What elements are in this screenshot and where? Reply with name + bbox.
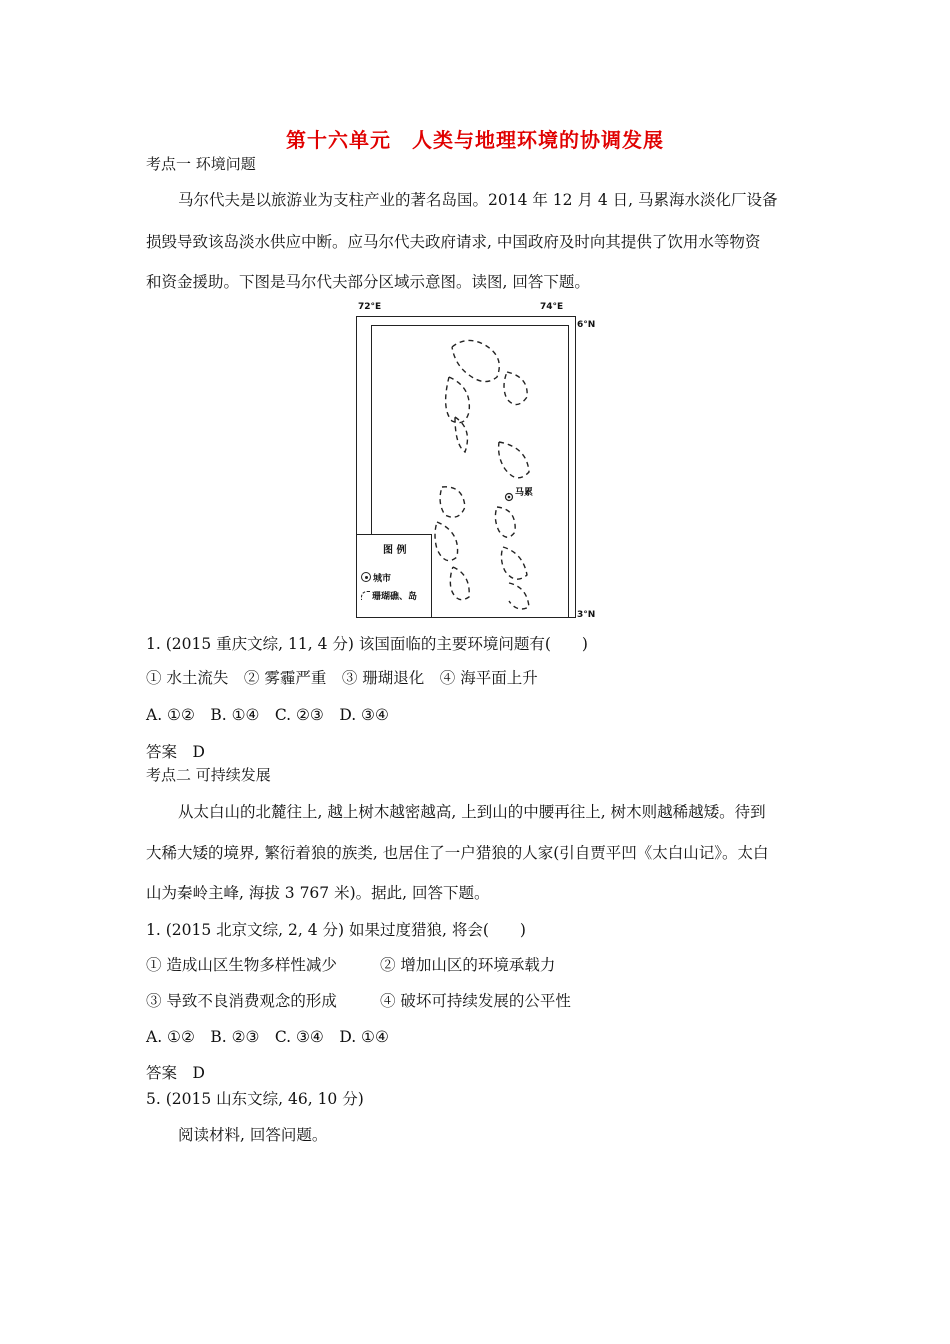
map-lon-right: 74°E (540, 302, 564, 312)
reef-atoll (440, 487, 465, 517)
legend-reef: 珊瑚礁、岛 (361, 589, 417, 602)
maldives-map (356, 316, 576, 618)
legend-city: 城市 (361, 571, 391, 584)
section2-para-line3: 山为秦岭主峰, 海拔 3 767 米)。据此, 回答下题。 (146, 884, 490, 902)
section2-para-line2: 大稀大矮的境界, 繁衍着狼的族类, 也居住了一户猎狼的人家(引自贾平凹《太白山记》。太白 (146, 844, 769, 862)
section2-heading: 考点二 可持续发展 (146, 766, 271, 784)
reef-atoll (452, 340, 499, 381)
section2-answer: 答案 D (146, 1064, 205, 1082)
reef-atoll (495, 507, 515, 537)
section1-para-line1: 马尔代夫是以旅游业为支柱产业的著名岛国。2014 年 12 月 4 日, 马累海水淡化厂设备 (178, 191, 778, 209)
section2-para-line1: 从太白山的北麓往上, 越上树木越密越高, 上到山的中腰再往上, 树木则越稀越矮。待到 (178, 803, 766, 821)
section1-answer: 答案 D (146, 743, 205, 761)
legend-title: 图 例 (383, 545, 407, 556)
section1-para-line2: 损毁导致该岛淡水供应中断。应马尔代夫政府请求, 中国政府及时向其提供了饮用水等物资 (146, 233, 761, 251)
reef-atoll (501, 547, 527, 579)
section1-choices: A. ①② B. ①④ C. ②③ D. ③④ (146, 706, 389, 724)
section2-option4: ④ 破坏可持续发展的公平性 (380, 992, 571, 1010)
reef-atoll (499, 442, 529, 478)
map-lat-top: 6°N (577, 320, 596, 330)
reef-atoll (446, 377, 470, 423)
reef-atoll (435, 522, 458, 561)
city-symbol-icon (361, 572, 371, 582)
reef-symbol-icon (361, 591, 370, 600)
section1-options: ① 水土流失 ② 雾霾严重 ③ 珊瑚退化 ④ 海平面上升 (146, 669, 538, 687)
section2-option1: ① 造成山区生物多样性减少 (146, 956, 337, 974)
section1-question: 1. (2015 重庆文综, 11, 4 分) 该国面临的主要环境问题有( ) (146, 635, 588, 653)
section1-para-line3: 和资金援助。下图是马尔代夫部分区域示意图。读图, 回答下题。 (146, 273, 590, 291)
section2-choices: A. ①② B. ②③ C. ③④ D. ①④ (146, 1028, 389, 1046)
reef-atoll (450, 567, 469, 600)
section1-heading: 考点一 环境问题 (146, 155, 256, 173)
map-lat-bottom: 3°N (577, 610, 596, 620)
map-city-label: 马累 (515, 488, 534, 498)
map-legend (357, 534, 432, 617)
page-title: 第十六单元 人类与地理环境的协调发展 (286, 128, 664, 152)
reef-atoll (504, 372, 527, 405)
section3-intro: 阅读材料, 回答问题。 (178, 1126, 328, 1144)
section2-option3: ③ 导致不良消费观念的形成 (146, 992, 337, 1010)
section2-question: 1. (2015 北京文综, 2, 4 分) 如果过度猎狼, 将会( ) (146, 921, 526, 939)
section2-option2: ② 增加山区的环境承载力 (380, 956, 556, 974)
reef-atoll (509, 583, 529, 609)
map-lon-left: 72°E (358, 302, 382, 312)
section3-question: 5. (2015 山东文综, 46, 10 分) (146, 1090, 364, 1108)
